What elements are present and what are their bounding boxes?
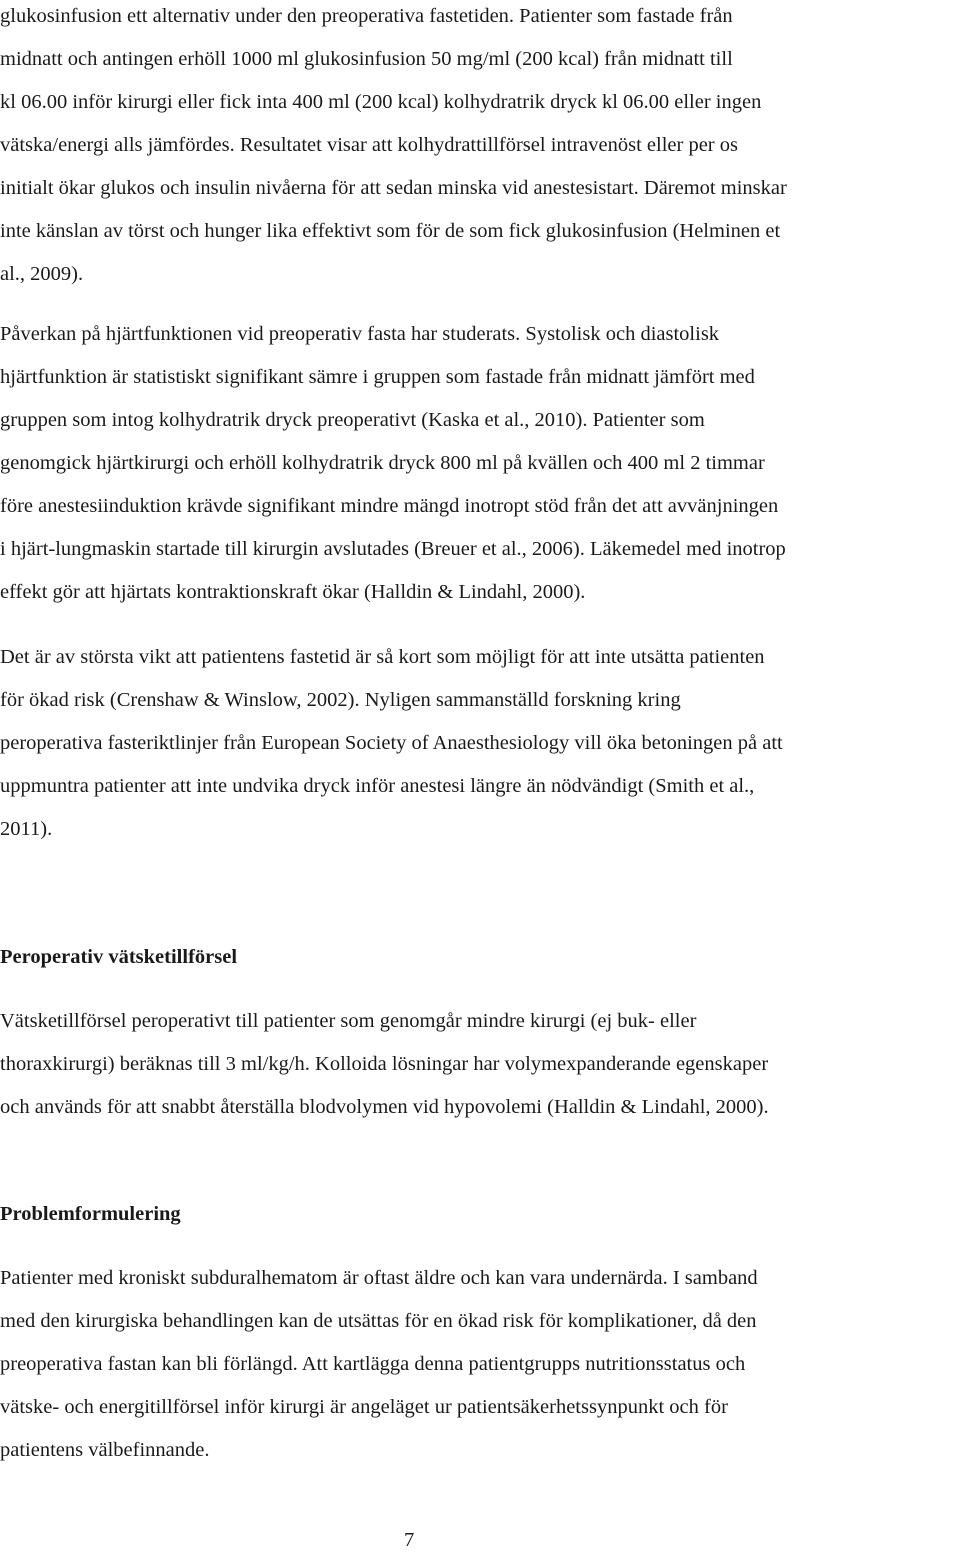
text-line: för ökad risk (Crenshaw & Winslow, 2002). Nyligen sammanställd forskning kring	[0, 689, 681, 711]
text-line: vätska/energi alls jämfördes. Resultatet visar att kolhydrattillförsel intravenöst eller per os	[0, 134, 738, 156]
text-line: gruppen som intog kolhydratrik dryck preoperativt (Kaska et al., 2010). Patienter som	[0, 409, 705, 431]
text-line: preoperativa fastan kan bli förlängd. Att kartlägga denna patientgrupps nutritionsstatus och	[0, 1353, 746, 1375]
text-line: hjärtfunktion är statistiskt signifikant sämre i gruppen som fastade från midnatt jämfört med	[0, 366, 755, 388]
text-line: genomgick hjärtkirurgi och erhöll kolhydratrik dryck 800 ml på kvällen och 400 ml 2 timmar	[0, 452, 765, 474]
page-number: 7	[404, 1529, 415, 1551]
text-line: vätske- och energitillförsel inför kirurgi är angeläget ur patientsäkerhetssynpunkt och för	[0, 1396, 728, 1418]
text-line: Det är av största vikt att patientens fastetid är så kort som möjligt för att inte utsätta patienten	[0, 646, 765, 668]
text-line: med den kirurgiska behandlingen kan de utsättas för en ökad risk för komplikationer, då den	[0, 1310, 757, 1332]
text-line: peroperativa fasteriktlinjer från European Society of Anaesthesiology vill öka betoningen på att	[0, 732, 783, 754]
text-line: effekt gör att hjärtats kontraktionskraft ökar (Halldin & Lindahl, 2000).	[0, 581, 586, 603]
text-line: kl 06.00 inför kirurgi eller fick inta 400 ml (200 kcal) kolhydratrik dryck kl 06.00 eller ingen	[0, 91, 762, 113]
text-line: Vätsketillförsel peroperativt till patienter som genomgår mindre kirurgi (ej buk- eller	[0, 1010, 697, 1032]
text-line: i hjärt-lungmaskin startade till kirurgin avslutades (Breuer et al., 2006). Läkemedel med inotrop	[0, 538, 786, 560]
section-heading: Peroperativ vätsketillförsel	[0, 946, 238, 968]
text-line: thoraxkirurgi) beräknas till 3 ml/kg/h. Kolloida lösningar har volymexpanderande egenskaper	[0, 1053, 769, 1075]
text-line: glukosinfusion ett alternativ under den preoperativa fastetiden. Patienter som fastade från	[0, 5, 733, 27]
text-line: Patienter med kroniskt subduralhematom är oftast äldre och kan vara undernärda. I samband	[0, 1267, 758, 1289]
section-heading: Problemformulering	[0, 1203, 181, 1225]
text-line: al., 2009).	[0, 263, 84, 285]
text-line: före anestesiinduktion krävde signifikant mindre mängd inotropt stöd från det att avvänjningen	[0, 495, 779, 517]
text-line: midnatt och antingen erhöll 1000 ml glukosinfusion 50 mg/ml (200 kcal) från midnatt till	[0, 48, 733, 70]
text-line: Påverkan på hjärtfunktionen vid preoperativ fasta har studerats. Systolisk och diastolisk	[0, 323, 720, 345]
text-line: initialt ökar glukos och insulin nivåerna för att sedan minska vid anestesistart. Däremot minskar	[0, 177, 787, 199]
text-line: 2011).	[0, 818, 53, 840]
text-line: uppmuntra patienter att inte undvika dryck inför anestesi längre än nödvändigt (Smith et al.,	[0, 775, 755, 797]
text-line: och används för att snabbt återställa blodvolymen vid hypovolemi (Halldin & Lindahl, 2000).	[0, 1096, 769, 1118]
text-line: inte känslan av törst och hunger lika effektivt som för de som fick glukosinfusion (Helminen et	[0, 220, 781, 242]
text-line: patientens välbefinnande.	[0, 1439, 210, 1461]
